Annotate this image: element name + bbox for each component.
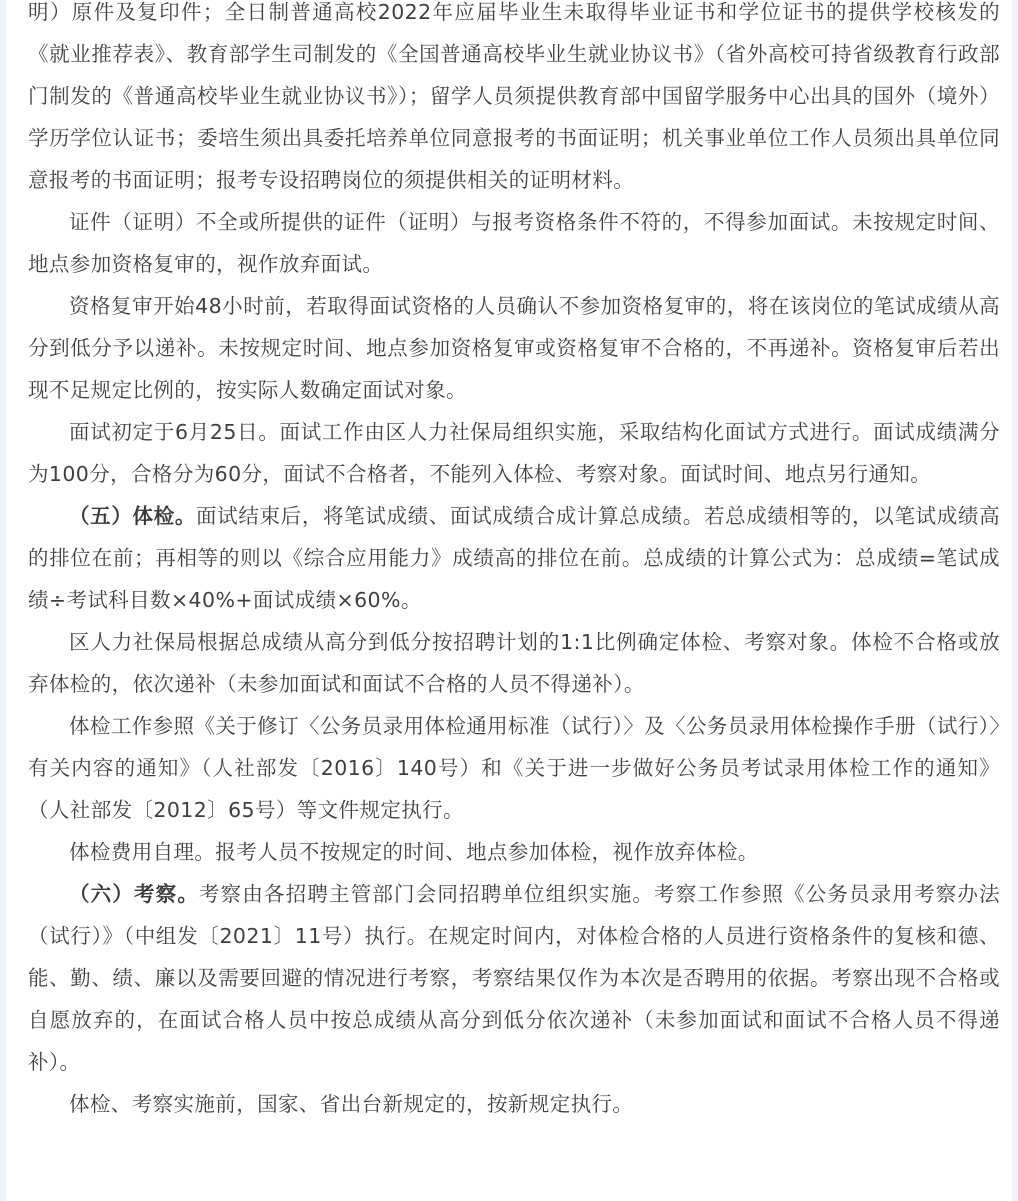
paragraph-certificate-rule: 证件（证明）不全或所提供的证件（证明）与报考资格条件不符的，不得参加面试。未按规定时间、地点参加资格复审的，视作放弃面试。	[28, 210, 1000, 276]
paragraph-physical-exam	[28, 495, 1000, 621]
section-heading-inspection: （六）考察。	[69, 882, 200, 906]
paragraph-new-regulations: 体检、考察实施前，国家、省出台新规定的，按新规定执行。	[69, 1092, 634, 1116]
paragraph-physical-exam-body: 面试结束后，将笔试成绩、面试成绩合成计算总成绩。若总成绩相等的，以笔试成绩高的排位在前；再相等的则以《综合应用能力》成绩高的排位在前。总成绩的计算公式为：总成绩=笔试成绩÷考试科目数×40%+面试成绩×60%。	[28, 504, 1000, 612]
paragraph-interview: 面试初定于6月25日。面试工作由区人力社保局组织实施，采取结构化面试方式进行。面试成绩满分为100分，合格分为60分，面试不合格者，不能列入体检、考察对象。面试时间、地点另行通知。	[28, 420, 1000, 486]
paragraph-exam-standards: 体检工作参照《关于修订〈公务员录用体检通用标准（试行）〉及〈公务员录用体检操作手册（试行）〉有关内容的通知》（人社部发〔2016〕140号）和《关于进一步做好公务员考试录用体检工作的通知》（人社部发〔2012〕65号）等文件规定执行。	[28, 714, 1000, 822]
paragraph-inspection-body: 考察由各招聘主管部门会同招聘单位组织实施。考察工作参照《公务员录用考察办法（试行）》（中组发〔2021〕11号）执行。在规定时间内，对体检合格的人员进行资格条件的复核和德、能、勤、绩、廉以及需要回避的情况进行考察，考察结果仅作为本次是否聘用的依据。考察出现不合格或自愿放弃的，在面试合格人员中按总成绩从高分到低分依次递补（未参加面试和面试不合格人员不得递补）。	[28, 882, 1000, 1074]
paragraph-exam-fees: 体检费用自理。报考人员不按规定的时间、地点参加体检，视作放弃体检。	[69, 840, 759, 864]
paragraph-materials: 明）原件及复印件；全日制普通高校2022年应届毕业生未取得毕业证书和学位证书的提供学校核发的《就业推荐表》、教育部学生司制发的《全国普通高校毕业生就业协议书》（省外高校可持省级教育行政部门制发的《普通高校毕业生就业协议书》）；留学人员须提供教育部中国留学服务中心出具的国外（境外）学历学位认证书；委培生须出具委托培养单位同意报考的书面证明；机关事业单位工作人员须出具单位同意报考的书面证明；报考专设招聘岗位的须提供相关的证明材料。	[28, 0, 1000, 192]
paragraph-exam-selection: 区人力社保局根据总成绩从高分到低分按招聘计划的1:1比例确定体检、考察对象。体检不合格或放弃体检的，依次递补（未参加面试和面试不合格的人员不得递补）。	[28, 630, 1000, 696]
paragraph-review-substitution: 资格复审开始48小时前，若取得面试资格的人员确认不参加资格复审的，将在该岗位的笔试成绩从高分到低分予以递补。未按规定时间、地点参加资格复审或资格复审不合格的，不再递补。资格复审后若出现不足规定比例的，按实际人数确定面试对象。	[28, 294, 1000, 402]
paragraph-inspection	[28, 873, 1000, 1083]
section-heading-physical-exam: （五）体检。	[69, 504, 196, 528]
article-page	[6, 0, 1012, 1201]
article-body	[28, 0, 1000, 1125]
